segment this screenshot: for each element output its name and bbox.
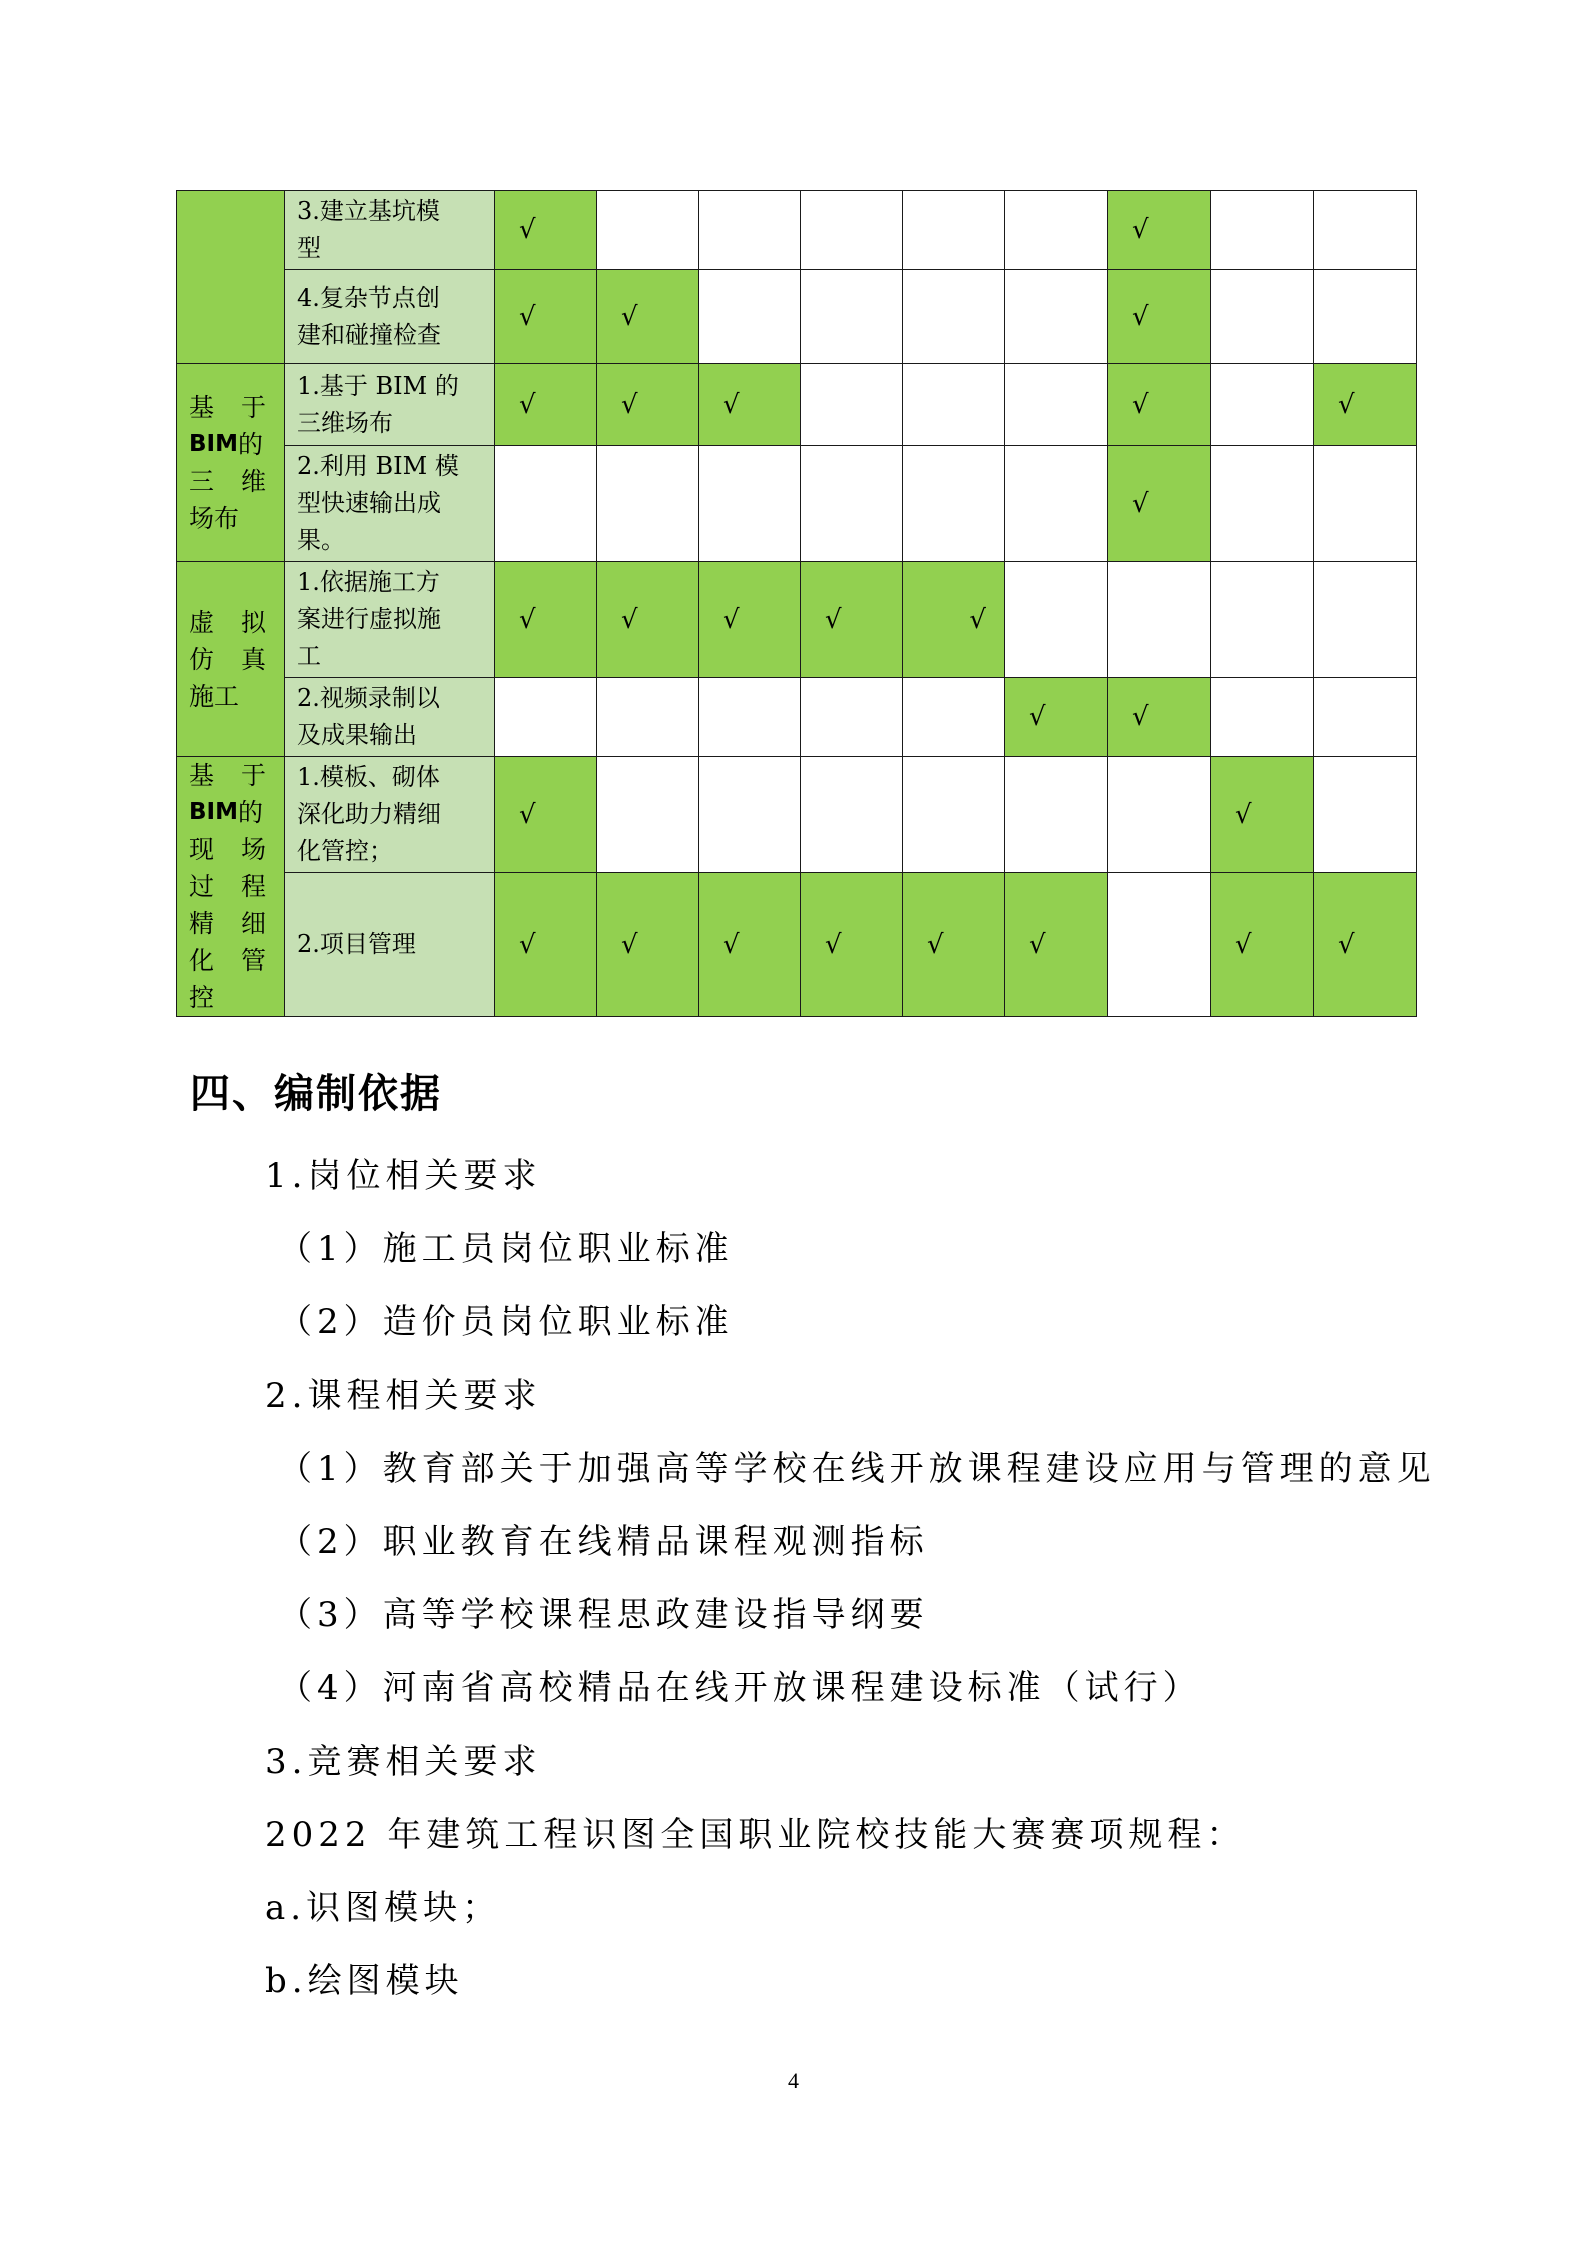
check-cell bbox=[1314, 191, 1417, 270]
check-cell bbox=[903, 270, 1005, 364]
task-line: 1.基于 BIM 的 bbox=[297, 371, 459, 400]
competency-matrix-table bbox=[176, 190, 1417, 1017]
task-line: 4.复杂节点创 bbox=[297, 283, 440, 312]
check-cell bbox=[699, 678, 801, 757]
check-mark: √ bbox=[723, 604, 740, 635]
check-cell bbox=[495, 191, 597, 270]
check-cell bbox=[699, 191, 801, 270]
check-cell bbox=[1108, 873, 1211, 1017]
check-cell bbox=[1108, 364, 1211, 446]
category-line: 基 于 bbox=[189, 392, 266, 422]
check-cell bbox=[1314, 757, 1417, 873]
category-line: 化 管 bbox=[189, 946, 266, 975]
check-cell bbox=[903, 191, 1005, 270]
table-row bbox=[177, 191, 1417, 270]
check-cell bbox=[1108, 446, 1211, 562]
category-line: 基 于 bbox=[189, 761, 266, 790]
task-line: 型快速输出成 bbox=[297, 489, 441, 517]
task-cell bbox=[285, 191, 495, 270]
list-item: （1）施工员岗位职业标准 bbox=[278, 1229, 734, 1269]
check-cell bbox=[903, 873, 1005, 1017]
page-number: 4 bbox=[788, 2068, 799, 2093]
requirement-heading: 3.竞赛相关要求 bbox=[265, 1742, 542, 1782]
table-row bbox=[177, 562, 1417, 678]
check-cell bbox=[495, 270, 597, 364]
check-cell bbox=[1108, 757, 1211, 873]
check-cell bbox=[903, 446, 1005, 562]
check-mark: √ bbox=[969, 604, 986, 635]
paragraph: 2022 年建筑工程识图全国职业院校技能大赛赛项规程： bbox=[265, 1815, 1246, 1855]
check-cell bbox=[597, 757, 699, 873]
list-item: a.识图模块； bbox=[265, 1888, 502, 1928]
check-mark: √ bbox=[723, 929, 740, 960]
task-line: 2.视频录制以 bbox=[297, 684, 440, 712]
task-line: 2.项目管理 bbox=[297, 930, 416, 958]
category-line: 场布 bbox=[189, 503, 240, 533]
check-cell bbox=[597, 562, 699, 678]
table-row bbox=[177, 446, 1417, 562]
task-line: 三维场布 bbox=[297, 408, 393, 437]
check-cell bbox=[801, 270, 903, 364]
task-line: 深化助力精细 bbox=[297, 800, 441, 828]
check-cell bbox=[801, 678, 903, 757]
check-cell bbox=[1108, 678, 1211, 757]
check-cell bbox=[597, 446, 699, 562]
table-row bbox=[177, 270, 1417, 364]
check-cell bbox=[1005, 873, 1108, 1017]
check-mark: √ bbox=[1132, 301, 1149, 332]
check-cell bbox=[1108, 270, 1211, 364]
list-item: （1）教育部关于加强高等学校在线开放课程建设应用与管理的意见 bbox=[278, 1449, 1436, 1489]
check-cell bbox=[699, 562, 801, 678]
check-cell bbox=[1211, 191, 1314, 270]
task-line: 工 bbox=[297, 642, 321, 670]
check-cell bbox=[801, 191, 903, 270]
category-cell bbox=[177, 562, 285, 757]
check-mark: √ bbox=[927, 929, 944, 960]
check-cell bbox=[699, 270, 801, 364]
check-cell bbox=[1005, 678, 1108, 757]
task-line: 果。 bbox=[297, 526, 345, 554]
check-cell bbox=[1314, 562, 1417, 678]
check-mark: √ bbox=[621, 389, 638, 420]
requirement-heading: 2.课程相关要求 bbox=[265, 1376, 542, 1416]
check-mark: √ bbox=[519, 799, 536, 830]
check-cell bbox=[495, 678, 597, 757]
check-mark: √ bbox=[723, 389, 740, 420]
check-cell bbox=[1211, 446, 1314, 562]
category-cell bbox=[177, 757, 285, 1017]
category-line: BIM 的 bbox=[189, 798, 263, 827]
check-cell bbox=[1211, 678, 1314, 757]
category-line: 现 场 bbox=[189, 835, 266, 864]
check-mark: √ bbox=[519, 604, 536, 635]
check-cell bbox=[597, 678, 699, 757]
check-cell bbox=[699, 873, 801, 1017]
list-item: （2）造价员岗位职业标准 bbox=[278, 1302, 734, 1342]
task-cell bbox=[285, 562, 495, 678]
list-item: （2）职业教育在线精品课程观测指标 bbox=[278, 1522, 929, 1562]
check-cell bbox=[1005, 562, 1108, 678]
task-line: 建和碰撞检查 bbox=[297, 320, 441, 349]
list-item: b.绘图模块 bbox=[265, 1961, 464, 2001]
check-cell bbox=[1211, 562, 1314, 678]
list-item: （3）高等学校课程思政建设指导纲要 bbox=[278, 1595, 929, 1635]
check-cell bbox=[1314, 270, 1417, 364]
category-line: 三 维 bbox=[189, 466, 266, 496]
check-cell bbox=[1314, 446, 1417, 562]
check-cell bbox=[1108, 191, 1211, 270]
task-cell bbox=[285, 873, 495, 1017]
check-cell bbox=[1005, 757, 1108, 873]
check-cell bbox=[903, 757, 1005, 873]
category-cell-continued bbox=[177, 191, 285, 364]
check-cell bbox=[597, 873, 699, 1017]
check-cell bbox=[699, 757, 801, 873]
table-row bbox=[177, 873, 1417, 1017]
check-cell bbox=[1005, 270, 1108, 364]
check-cell bbox=[801, 562, 903, 678]
check-mark: √ bbox=[1132, 702, 1149, 732]
check-mark: √ bbox=[621, 301, 638, 332]
check-mark: √ bbox=[621, 604, 638, 635]
task-cell bbox=[285, 446, 495, 562]
check-cell bbox=[1211, 364, 1314, 446]
check-cell bbox=[699, 364, 801, 446]
check-cell bbox=[495, 562, 597, 678]
check-cell bbox=[1211, 757, 1314, 873]
check-cell bbox=[801, 364, 903, 446]
check-cell bbox=[1314, 364, 1417, 446]
check-mark: √ bbox=[519, 301, 536, 332]
section-heading: 四、编制依据 bbox=[190, 1071, 442, 1117]
category-line: 施工 bbox=[189, 681, 240, 711]
check-mark: √ bbox=[621, 929, 638, 960]
category-line: 仿 真 bbox=[189, 644, 266, 674]
check-cell bbox=[801, 446, 903, 562]
check-mark: √ bbox=[1029, 929, 1046, 960]
category-line: 精 细 bbox=[189, 909, 266, 938]
category-line: 过 程 bbox=[189, 872, 266, 901]
category-line: 虚 拟 bbox=[189, 607, 266, 637]
check-cell bbox=[801, 757, 903, 873]
check-cell bbox=[1108, 562, 1211, 678]
check-mark: √ bbox=[519, 215, 536, 245]
check-cell bbox=[495, 873, 597, 1017]
check-mark: √ bbox=[1235, 799, 1252, 830]
task-line: 型 bbox=[297, 234, 321, 262]
category-cell bbox=[177, 364, 285, 562]
category-line: 控 bbox=[189, 983, 215, 1012]
check-cell bbox=[597, 191, 699, 270]
task-line: 2.利用 BIM 模 bbox=[297, 452, 459, 480]
check-cell bbox=[1211, 270, 1314, 364]
check-cell bbox=[903, 678, 1005, 757]
check-cell bbox=[495, 757, 597, 873]
check-mark: √ bbox=[1029, 702, 1046, 732]
check-cell bbox=[699, 446, 801, 562]
task-line: 1.模板、砌体 bbox=[297, 763, 440, 791]
task-line: 化管控； bbox=[297, 837, 393, 865]
table-row bbox=[177, 678, 1417, 757]
task-cell bbox=[285, 757, 495, 873]
check-cell bbox=[1314, 873, 1417, 1017]
check-cell bbox=[597, 270, 699, 364]
check-cell bbox=[801, 873, 903, 1017]
check-cell bbox=[1211, 873, 1314, 1017]
check-cell bbox=[1005, 191, 1108, 270]
check-cell bbox=[495, 446, 597, 562]
check-mark: √ bbox=[1132, 215, 1149, 245]
table-row bbox=[177, 364, 1417, 446]
task-line: 及成果输出 bbox=[297, 721, 417, 749]
task-line: 1.依据施工方 bbox=[297, 568, 440, 596]
check-mark: √ bbox=[1338, 389, 1355, 420]
task-line: 3.建立基坑模 bbox=[297, 197, 440, 225]
check-mark: √ bbox=[519, 389, 536, 420]
check-cell bbox=[597, 364, 699, 446]
check-cell bbox=[1005, 446, 1108, 562]
table-row bbox=[177, 757, 1417, 873]
task-cell bbox=[285, 678, 495, 757]
check-mark: √ bbox=[1235, 929, 1252, 960]
task-cell bbox=[285, 364, 495, 446]
check-cell bbox=[1005, 364, 1108, 446]
check-mark: √ bbox=[519, 929, 536, 960]
requirement-heading: 1.岗位相关要求 bbox=[265, 1156, 542, 1196]
check-cell bbox=[903, 562, 1005, 678]
category-line: BIM 的 bbox=[189, 429, 263, 459]
check-mark: √ bbox=[825, 929, 842, 960]
check-cell bbox=[1314, 678, 1417, 757]
check-mark: √ bbox=[825, 604, 842, 635]
check-mark: √ bbox=[1132, 488, 1149, 519]
check-mark: √ bbox=[1132, 389, 1149, 420]
check-mark: √ bbox=[1338, 929, 1355, 960]
task-line: 案进行虚拟施 bbox=[297, 605, 441, 633]
task-cell bbox=[285, 270, 495, 364]
check-cell bbox=[903, 364, 1005, 446]
list-item: （4）河南省高校精品在线开放课程建设标准（试行） bbox=[278, 1668, 1202, 1708]
check-cell bbox=[495, 364, 597, 446]
